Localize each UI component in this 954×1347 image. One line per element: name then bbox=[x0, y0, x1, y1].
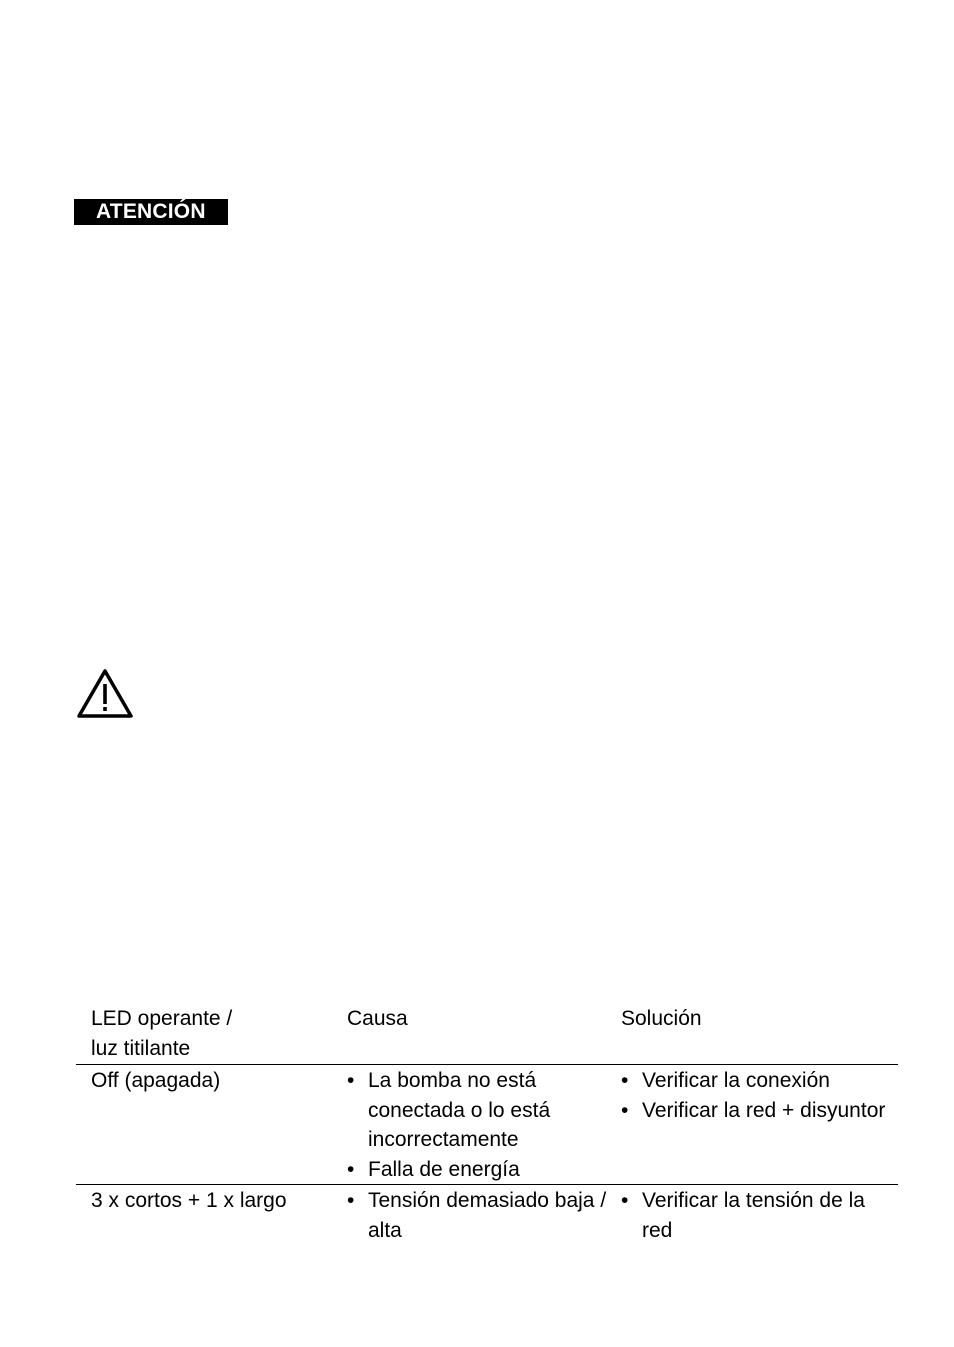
header-led: LED operante / luz titilante bbox=[91, 1007, 233, 1060]
list-item: • Tensión demasiado baja / alta bbox=[347, 1186, 621, 1245]
table-header-row bbox=[76, 1004, 898, 1064]
warning-triangle-icon bbox=[76, 668, 134, 720]
list-item: • Verificar la conexión bbox=[621, 1066, 898, 1096]
header-cause: Causa bbox=[347, 1007, 408, 1030]
list-item: • Verificar la tensión de la red bbox=[621, 1186, 898, 1245]
led-cell: 3 x cortos + 1 x largo bbox=[91, 1189, 287, 1212]
list-item: • Falla de energía bbox=[347, 1155, 621, 1185]
led-cell: Off (apagada) bbox=[91, 1069, 221, 1092]
list-item: • Verificar la red + disyuntor bbox=[621, 1096, 898, 1126]
table-row bbox=[76, 1064, 898, 1184]
solution-cell bbox=[621, 1186, 898, 1245]
attention-badge: ATENCIÓN bbox=[74, 199, 228, 225]
header-solution: Solución bbox=[621, 1007, 702, 1030]
list-item: • La bomba no está conectada o lo está incorrectamente bbox=[347, 1066, 621, 1155]
troubleshooting-table bbox=[76, 1004, 898, 1245]
table-row bbox=[76, 1184, 898, 1245]
cause-cell bbox=[347, 1066, 621, 1184]
cause-cell bbox=[347, 1186, 621, 1245]
solution-cell bbox=[621, 1066, 898, 1184]
